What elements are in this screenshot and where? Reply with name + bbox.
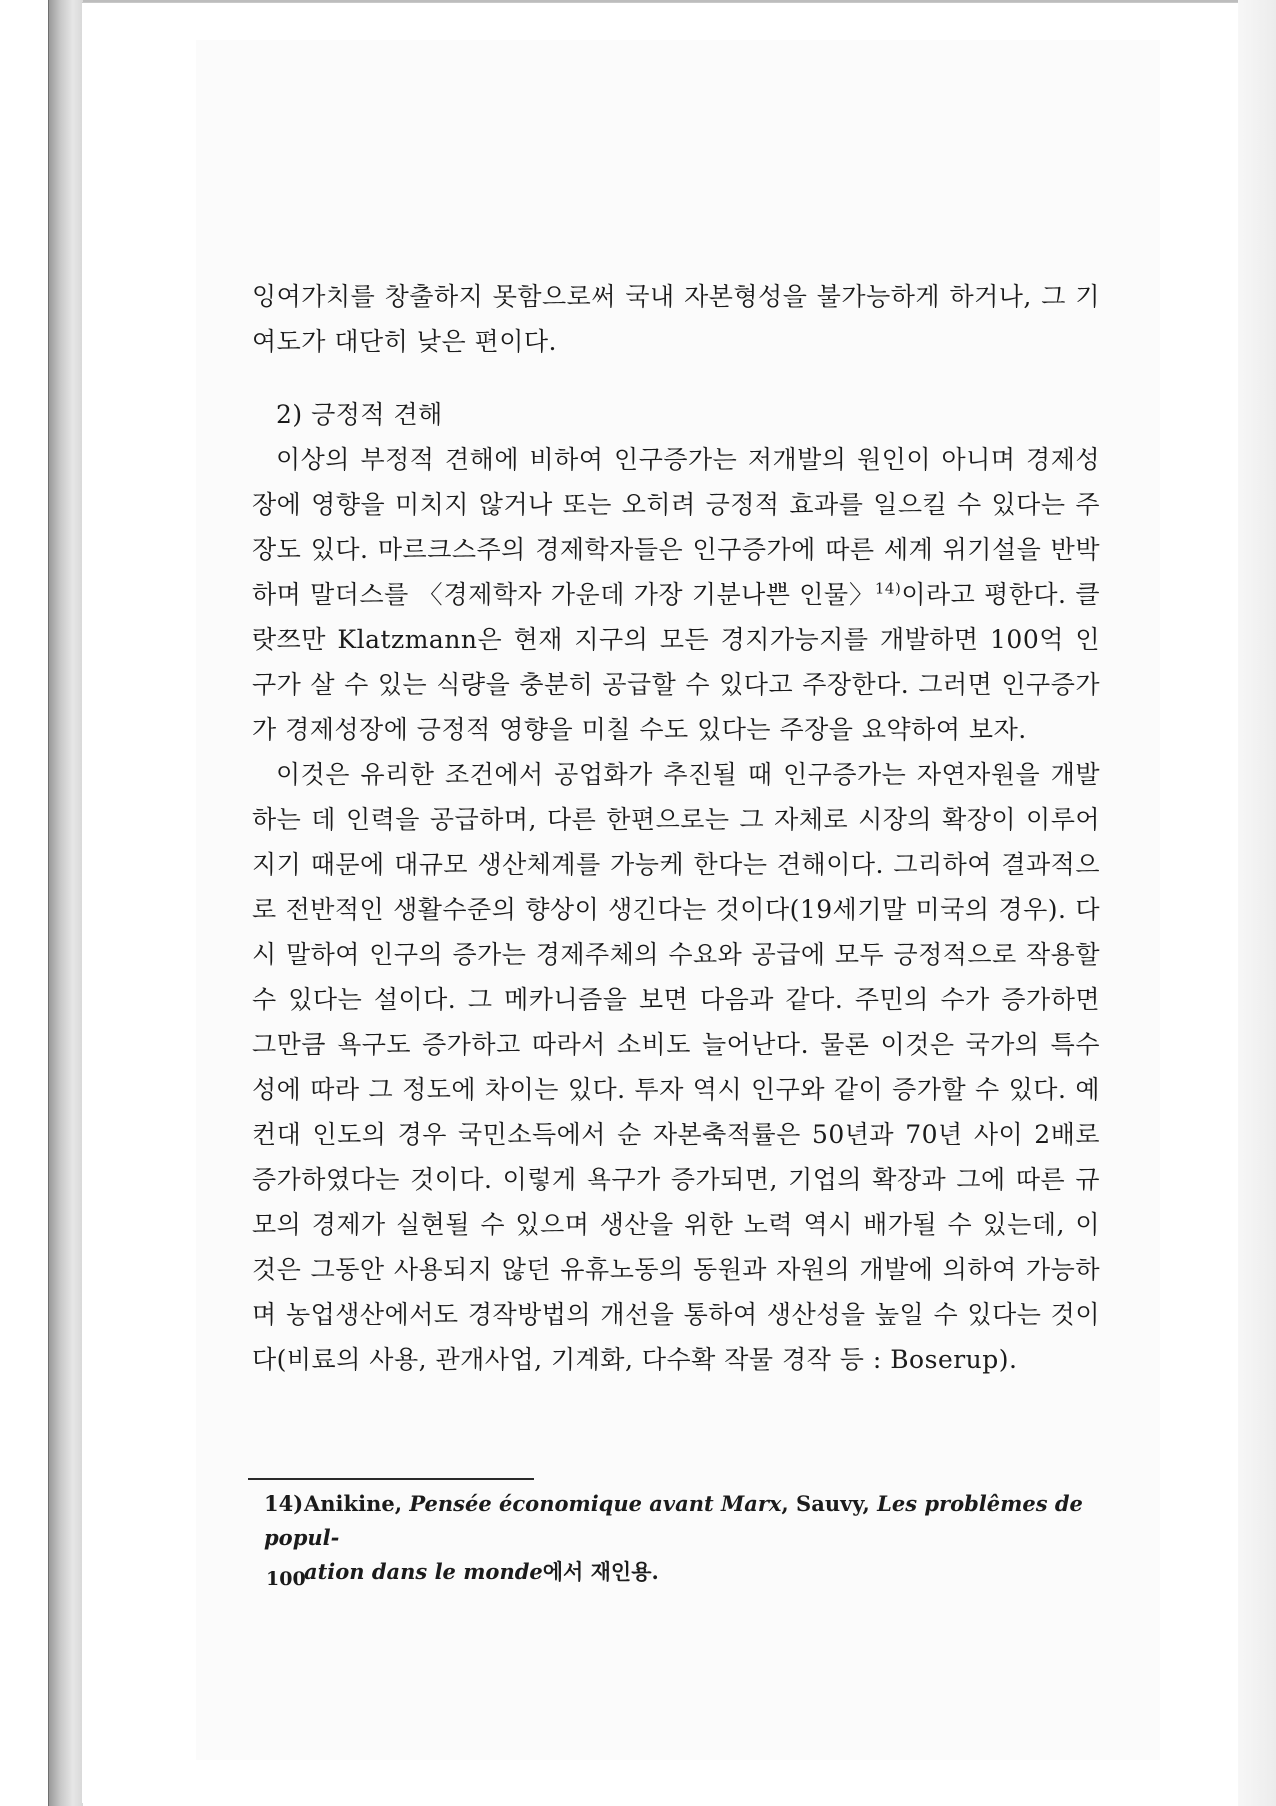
book-spine [48, 0, 83, 1806]
footnote-reference[interactable]: 14) [874, 579, 902, 598]
paragraph-1-part-a: 이상의 부정적 견해에 비하여 인구증가는 저개발의 원인이 아니며 경제성장에 영향을 미치지 않거나 또는 오히려 긍정적 효과를 일으킬 수 있다는 주장도 있다. 마르크스주의 경제학자들은 인구증가에 따른 세계 위기설을 반박하며 말더스를 〈경제학자 가운데 가장 기분나쁜 인물〉 [252, 445, 1100, 609]
section-heading: 2) 긍정적 견해 [276, 400, 443, 429]
body-text [252, 274, 1100, 1382]
footnote-tail: 에서 재인용. [542, 1559, 659, 1584]
footnote-title-2-line-2: ation dans le monde [304, 1559, 543, 1584]
intro-paragraph: 잉여가치를 창출하지 못함으로써 국내 자본형성을 불가능하게 하거나, 그 기여도가 대단히 낮은 편이다. [252, 282, 1100, 356]
footnote-title-2-line-1: Les problêmes de popul- [264, 1491, 1083, 1550]
page-right-edge [1238, 0, 1276, 1806]
footnote-author: Anikine, [304, 1491, 410, 1516]
paragraph-1-part-b: 이라고 평한다. 클랏쯔만 Klatzmann은 현재 지구의 모든 경지가능지를 개발하면 100억 인구가 살 수 있는 식량을 충분히 공급할 수 있다고 주장한다. 그러면 인구증가가 경제성장에 긍정적 영향을 미칠 수도 있다는 주장을 요약하여 보자. [252, 580, 1100, 744]
footnote [264, 1487, 1100, 1589]
footnote-title-1: Pensée économique avant Marx [409, 1491, 782, 1516]
paragraph-1 [252, 437, 1100, 752]
footnote-rule [248, 1478, 534, 1480]
footnote-line-2 [264, 1555, 1100, 1589]
page-number: 100 [266, 1568, 306, 1590]
paragraph-2: 이것은 유리한 조건에서 공업화가 추진될 때 인구증가는 자연자원을 개발하는 데 인력을 공급하며, 다른 한편으로는 그 자체로 시장의 확장이 이루어지기 때문에 대규모 생산체계를 가능케 한다는 견해이다. 그리하여 결과적으로 전반적인 생활수준의 향상이 생긴다는 것이다(19세기말 미국의 경우). 다시 말하여 인구의 증가는 경제주체의 수요와 공급에 모두 긍정적으로 작용할 수 있다는 설이다. 그 메카니즘을 보면 다음과 같다. 주민의 수가 증가하면 그만큼 욕구도 증가하고 따라서 소비도 늘어난다. 물론 이것은 국가의 특수성에 따라 그 정도에 차이는 있다. 투자 역시 인구와 같이 증가할 수 있다. 예컨대 인도의 경우 국민소득에서 순 자본축적률은 50년과 70년 사이 2배로 증가하였다는 것이다. 이렇게 욕구가 증가되면, 기업의 확장과 그에 따른 규모의 경제가 실현될 수 있으며 생산을 위한 노력 역시 배가될 수 있는데, 이것은 그동안 사용되지 않던 유휴노동의 동원과 자원의 개발에 의하여 가능하며 농업생산에서도 경작방법의 개선을 통하여 생산성을 높일 수 있다는 것이다(비료의 사용, 관개사업, 기계화, 다수확 작물 경작 등 : Boserup). [252, 760, 1100, 1374]
footnote-middle: , Sauvy, [781, 1491, 878, 1516]
footnote-number: 14) [264, 1491, 304, 1516]
